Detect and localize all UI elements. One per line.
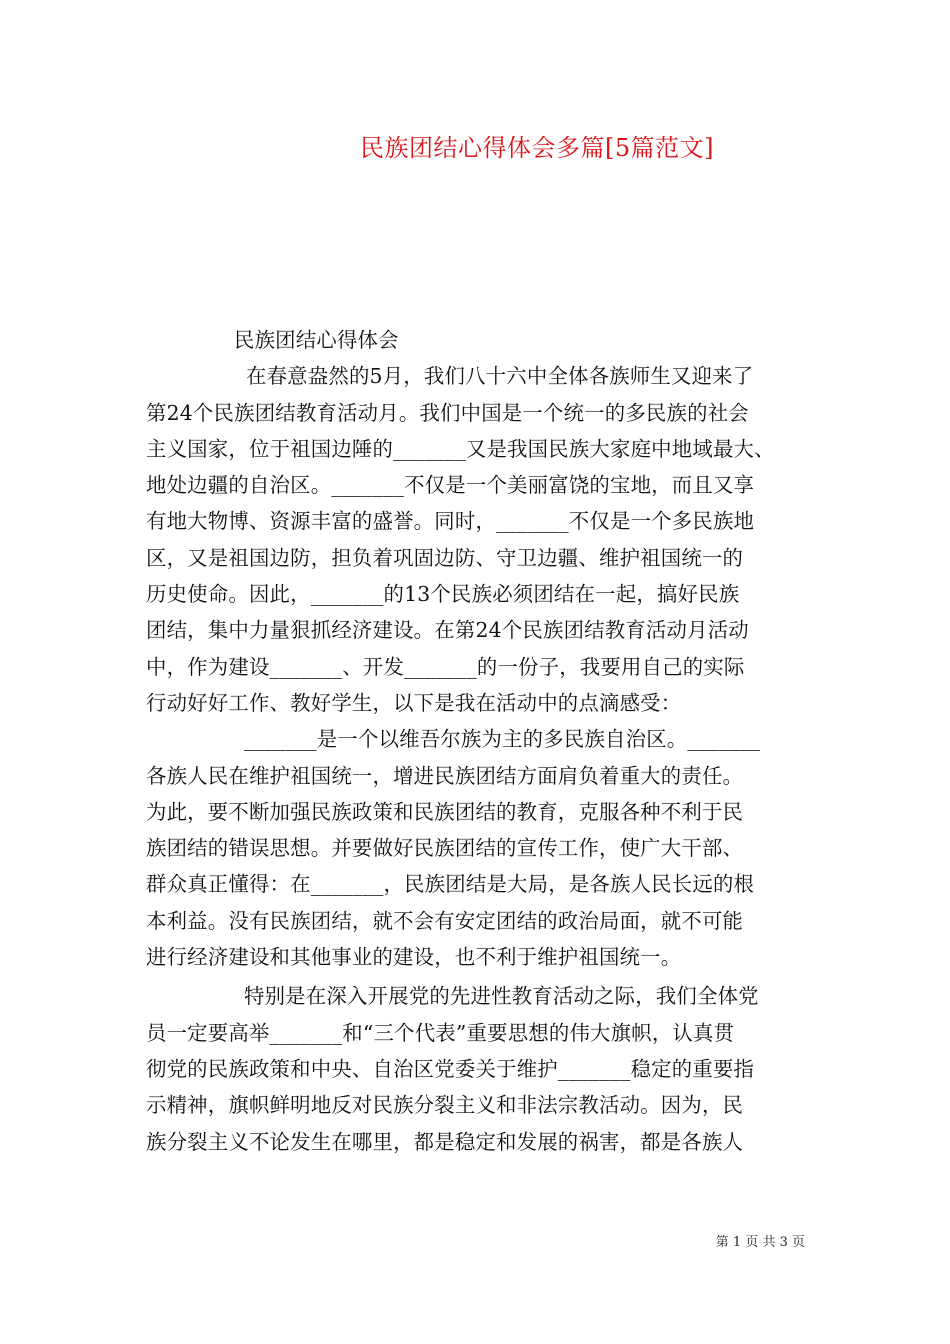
text-line: 员一定要高举_______和“三个代表”重要思想的伟大旗帜，认真贯 — [146, 1020, 735, 1045]
text-line: 行动好好工作、教好学生，以下是我在活动中的点滴感受： — [146, 690, 682, 715]
text-line: 本利益。没有民族团结，就不会有安定团结的政治局面，就不可能 — [146, 908, 744, 933]
text-line: 在春意盎然的5月，我们八十六中全体各族师生又迎来了 — [246, 364, 754, 389]
document-body — [146, 322, 810, 1160]
text-line: 中，作为建设_______、开发_______的一份子，我要用自己的实际 — [146, 654, 745, 679]
page-number: 第 1 页 共 3 页 — [715, 1235, 805, 1250]
text-line: 族团结的错误思想。并要做好民族团结的宣传工作，使广大干部、 — [146, 836, 744, 861]
document-title: 民族团结心得体会多篇[5篇范文] — [360, 134, 714, 162]
paragraph-3 — [146, 978, 810, 1159]
text-line: 有地大物博、资源丰富的盛誉。同时，_______不仅是一个多民族地 — [146, 509, 755, 534]
paragraph-2 — [146, 721, 810, 975]
text-line: 第24个民族团结教育活动月。我们中国是一个统一的多民族的社会 — [146, 400, 749, 425]
text-line: 团结，集中力量狠抓经济建设。在第24个民族团结教育活动月活动 — [146, 618, 749, 643]
text-line: _______是一个以维吾尔族为主的多民族自治区。_______ — [244, 727, 761, 752]
text-line: 主义国家，位于祖国边陲的_______又是我国民族大家庭中地域最大、 — [146, 436, 775, 461]
text-line: 示精神，旗帜鲜明地反对民族分裂主义和非法宗教活动。因为，民 — [146, 1093, 744, 1118]
text-line: 群众真正懂得：在_______，民族团结是大局，是各族人民长远的根 — [146, 872, 755, 897]
text-line: 地处边疆的自治区。_______不仅是一个美丽富饶的宝地，而且又享 — [146, 473, 755, 498]
text-line: 进行经济建设和其他事业的建设，也不利于维护祖国统一。 — [146, 945, 682, 970]
text-line: 为此，要不断加强民族政策和民族团结的教育，克服各种不利于民 — [146, 799, 744, 824]
text-line: 特别是在深入开展党的先进性教育活动之际，我们全体党 — [244, 984, 759, 1009]
paragraph-1 — [146, 358, 810, 721]
text-line: 区，又是祖国边防，担负着巩固边防、守卫边疆、维护祖国统一的 — [146, 545, 744, 570]
section-heading: 民族团结心得体会 — [234, 328, 399, 352]
text-line: 各族人民在维护祖国统一，增进民族团结方面肩负着重大的责任。 — [146, 763, 744, 788]
text-line: 彻党的民族政策和中央、自治区党委关于维护_______稳定的重要指 — [146, 1056, 755, 1081]
text-line: 历史使命。因此，_______的13个民族必须团结在一起，搞好民族 — [146, 582, 740, 607]
text-line: 族分裂主义不论发生在哪里，都是稳定和发展的祸害，都是各族人 — [146, 1129, 744, 1154]
